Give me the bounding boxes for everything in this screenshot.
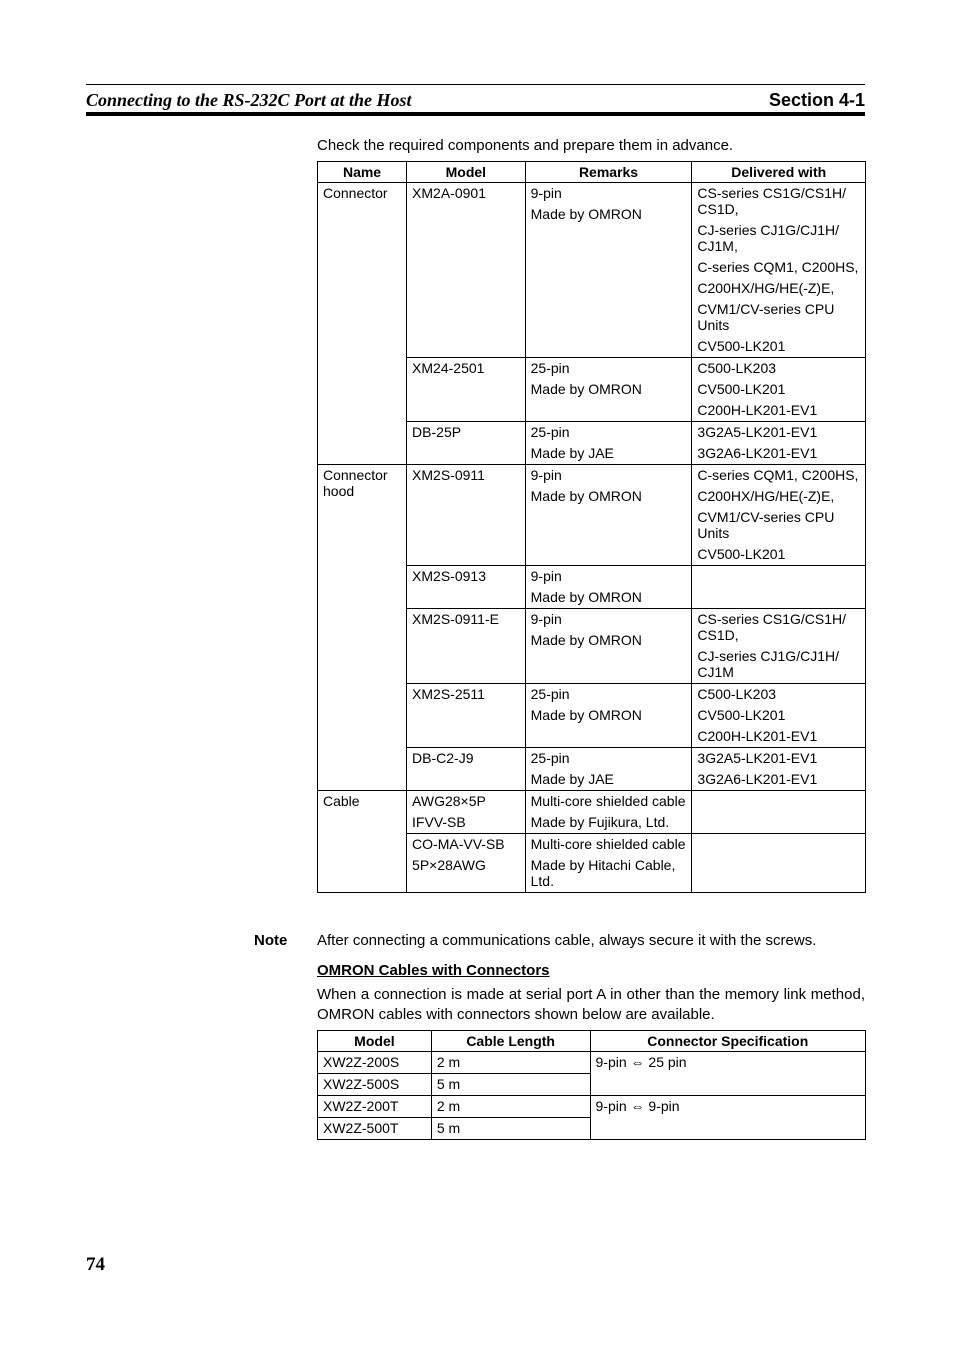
col-header-cable-length: Cable Length (431, 1031, 590, 1052)
cell-remarks-line: Made by Hitachi Cable, Ltd. (530, 857, 676, 889)
cell-model-line: XM2S-0913 (412, 568, 486, 584)
cell-model (407, 566, 526, 609)
running-header-title: Connecting to the RS-232C Port at the Host (86, 90, 412, 110)
cell-delivered-with-line: CVM1/CV-series CPU Units (697, 301, 835, 333)
cell-connector-spec: 9-pin ⇔ 9-pin (590, 1096, 866, 1140)
cell-remarks-line: Multi-core shielded cable (530, 793, 686, 809)
cell-remarks (525, 566, 692, 609)
cell-model: XW2Z-500T (318, 1118, 432, 1140)
cell-remarks-line: Made by OMRON (530, 632, 642, 648)
cell-length: 5 m (431, 1118, 590, 1140)
cell-delivered-with (692, 834, 866, 893)
cell-remarks (525, 358, 692, 422)
cell-remarks (525, 609, 692, 684)
cell-delivered-with-line: CVM1/CV-series CPU Units (697, 509, 835, 541)
cell-delivered-with-line: CV500-LK201 (697, 381, 786, 397)
cell-remarks-line: Made by Fujikura, Ltd. (530, 814, 670, 830)
cell-remarks-line: 9-pin (530, 185, 562, 201)
cell-remarks (525, 791, 692, 834)
components-table-body (318, 183, 866, 893)
cell-remarks-line: 9-pin (530, 611, 562, 627)
cell-delivered-with (692, 684, 866, 748)
cell-delivered-with (692, 791, 866, 834)
cell-model-line: DB-25P (412, 424, 462, 440)
cell-delivered-with-line: 3G2A5-LK201-EV1 (697, 750, 818, 766)
cell-remarks-line: 9-pin (530, 568, 562, 584)
cell-model (407, 609, 526, 684)
col-header-model: Model (407, 162, 526, 183)
cell-delivered-with-line: C-series CQM1, C200HS, (697, 467, 859, 483)
cell-model-line: IFVV-SB (412, 814, 466, 830)
cell-model: XW2Z-500S (318, 1074, 432, 1096)
cell-length: 2 m (431, 1096, 590, 1118)
cell-name-line: hood (323, 483, 355, 499)
cell-remarks (525, 684, 692, 748)
cell-delivered-with (692, 183, 866, 358)
cell-delivered-with-line: CJ-series CJ1G/CJ1H/ CJ1M (697, 648, 839, 680)
col-header-remarks: Remarks (525, 162, 692, 183)
page-number: 74 (86, 1254, 105, 1275)
cell-model-line: XM24-2501 (412, 360, 485, 376)
cell-delivered-with-line: CS-series CS1G/CS1H/ CS1D, (697, 185, 846, 217)
cell-delivered-with-line: CV500-LK201 (697, 707, 786, 723)
cell-model (407, 465, 526, 566)
header-bottom-rule (86, 112, 865, 116)
cell-delivered-with-line: CS-series CS1G/CS1H/ CS1D, (697, 611, 846, 643)
cell-remarks-line: Made by OMRON (530, 381, 642, 397)
cell-model (407, 422, 526, 465)
cell-model-line: XM2S-0911-E (412, 611, 499, 627)
cell-delivered-with-line: C200H-LK201-EV1 (697, 728, 818, 744)
cell-model-line: 5P×28AWG (412, 857, 486, 873)
cell-delivered-with-line: 3G2A5-LK201-EV1 (697, 424, 818, 440)
cell-remarks-line: Made by OMRON (530, 589, 642, 605)
cell-name-line: Cable (323, 793, 360, 809)
col-header-model: Model (318, 1031, 432, 1052)
cell-remarks-line: Made by OMRON (530, 707, 642, 723)
cell-model (407, 834, 526, 893)
cell-model-line: XM2S-0911 (412, 467, 485, 483)
cell-remarks-line: Made by OMRON (530, 488, 642, 504)
cell-delivered-with-line: CJ-series CJ1G/CJ1H/ CJ1M, (697, 222, 839, 254)
cables-paragraph: When a connection is made at serial port A in other than the memory link method, OMRON cables with connectors shown below are available. (317, 986, 865, 1023)
cell-length: 2 m (431, 1052, 590, 1074)
cell-delivered-with-line: 3G2A6-LK201-EV1 (697, 771, 818, 787)
cell-model (407, 748, 526, 791)
cell-remarks-line: 9-pin (530, 467, 562, 483)
note-label: Note (254, 932, 288, 949)
table-row (318, 1052, 866, 1074)
intro-text: Check the required components and prepare them in advance. (317, 137, 734, 154)
col-header-connector-spec: Connector Specification (590, 1031, 866, 1052)
cell-model-line: XM2S-2511 (412, 686, 485, 702)
cell-delivered-with-line: C200HX/HG/HE(-Z)E, (697, 280, 835, 296)
table-row (318, 183, 866, 358)
cell-delivered-with-line: CV500-LK201 (697, 338, 786, 354)
cell-delivered-with-line: C-series CQM1, C200HS, (697, 259, 859, 275)
cell-model-line: CO-MA-VV-SB (412, 836, 505, 852)
cables-heading: OMRON Cables with Connectors (317, 962, 550, 979)
cell-remarks-line: 25-pin (530, 686, 570, 702)
cell-delivered-with (692, 609, 866, 684)
cell-delivered-with (692, 566, 866, 609)
table-row (318, 1096, 866, 1118)
cell-delivered-with-line: C200H-LK201-EV1 (697, 402, 818, 418)
cell-delivered-with (692, 465, 866, 566)
cell-remarks-line: Made by JAE (530, 771, 614, 787)
cell-length: 5 m (431, 1074, 590, 1096)
cell-remarks-line: Made by JAE (530, 445, 614, 461)
running-header-section: Section 4-1 (768, 90, 865, 110)
cell-name-line: Connector (323, 467, 388, 483)
components-table (317, 161, 866, 893)
cell-model (407, 358, 526, 422)
cell-model-line: DB-C2-J9 (412, 750, 474, 766)
cell-delivered-with-line: C500-LK203 (697, 686, 777, 702)
cell-model: XW2Z-200T (318, 1096, 432, 1118)
cell-remarks-line: 25-pin (530, 360, 570, 376)
cell-remarks (525, 748, 692, 791)
cell-remarks (525, 465, 692, 566)
col-header-delivered-with: Delivered with (692, 162, 866, 183)
header-top-rule (86, 84, 865, 85)
cell-delivered-with-line: 3G2A6-LK201-EV1 (697, 445, 818, 461)
cell-remarks (525, 834, 692, 893)
cell-model-line: AWG28×5P (412, 793, 486, 809)
cell-remarks-line: Multi-core shielded cable (530, 836, 686, 852)
col-header-name: Name (318, 162, 407, 183)
table-row (318, 465, 866, 566)
cell-delivered-with-line: C500-LK203 (697, 360, 777, 376)
cell-model-line: XM2A-0901 (412, 185, 486, 201)
cell-model (407, 791, 526, 834)
table-header-row (318, 162, 866, 183)
cell-remarks (525, 422, 692, 465)
cell-delivered-with-line: C200HX/HG/HE(-Z)E, (697, 488, 835, 504)
table-header-row (318, 1031, 866, 1052)
cell-connector-spec: 9-pin ⇔ 25 pin (590, 1052, 866, 1096)
cell-model (407, 183, 526, 358)
cell-name (318, 183, 407, 465)
cell-name-line: Connector (323, 185, 388, 201)
cell-name (318, 791, 407, 893)
cell-delivered-with (692, 422, 866, 465)
note-text: After connecting a communications cable, always secure it with the screws. (317, 932, 817, 949)
cables-table-body (318, 1052, 866, 1140)
table-row (318, 791, 866, 834)
cell-model: XW2Z-200S (318, 1052, 432, 1074)
cell-remarks (525, 183, 692, 358)
cell-name (318, 465, 407, 791)
cables-table (317, 1030, 866, 1140)
cell-delivered-with (692, 358, 866, 422)
cell-delivered-with (692, 748, 866, 791)
cell-model (407, 684, 526, 748)
cell-remarks-line: Made by OMRON (530, 206, 642, 222)
cell-delivered-with-line: CV500-LK201 (697, 546, 786, 562)
cell-remarks-line: 25-pin (530, 424, 570, 440)
cell-remarks-line: 25-pin (530, 750, 570, 766)
